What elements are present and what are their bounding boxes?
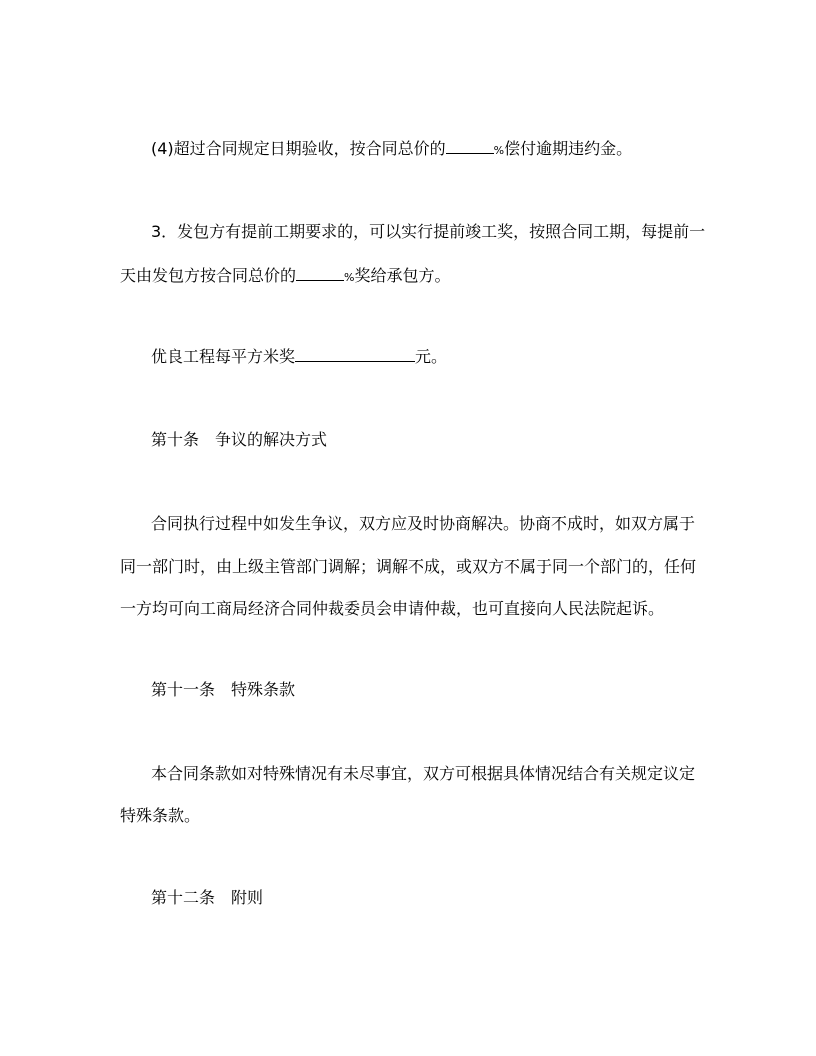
- percent-sign: %: [493, 144, 505, 157]
- article-10-line-3: 一方均可向工商局经济合同仲裁委员会申请仲裁，也可直接向人民法院起诉。: [120, 599, 665, 618]
- article-11-line-2: 特殊条款。: [120, 806, 201, 825]
- article-11-heading: 第十一条 特殊条款: [151, 680, 296, 699]
- paragraph-item-3-line-1: 3．发包方有提前工期要求的，可以实行提前竣工奖，按照合同工期，每提前一: [151, 222, 706, 241]
- item3-text-after: 奖给承包方。: [354, 266, 451, 285]
- fill-blank-reward-amount[interactable]: [295, 346, 415, 362]
- item4-text-before: (4)超过合同规定日期验收，按合同总价的: [151, 139, 446, 158]
- article-11-line-1: 本合同条款如对特殊情况有未尽事宜，双方可根据具体情况结合有关规定议定: [151, 764, 696, 783]
- excellent-text-after: 元。: [415, 347, 448, 366]
- article-10-line-1: 合同执行过程中如发生争议，双方应及时协商解决。协商不成时，如双方属于: [151, 514, 696, 533]
- item3-text-before: 天由发包方按合同总价的: [120, 266, 297, 285]
- article-10-line-2: 同一部门时，由上级主管部门调解；调解不成，或双方不属于同一个部门的，任何: [120, 557, 697, 576]
- paragraph-item-4: [151, 138, 700, 161]
- fill-blank-percentage[interactable]: [446, 138, 494, 154]
- excellent-text-before: 优良工程每平方米奖: [151, 347, 296, 366]
- item4-text-after: 偿付逾期违约金。: [504, 139, 633, 158]
- paragraph-item-3-line-2: [120, 265, 700, 288]
- article-12-heading: 第十二条 附则: [151, 888, 264, 907]
- percent-sign: %: [344, 271, 355, 284]
- article-10-heading: 第十条 争议的解决方式: [151, 430, 328, 449]
- paragraph-excellent-reward: [151, 346, 700, 367]
- fill-blank-reward-percentage[interactable]: [296, 265, 344, 281]
